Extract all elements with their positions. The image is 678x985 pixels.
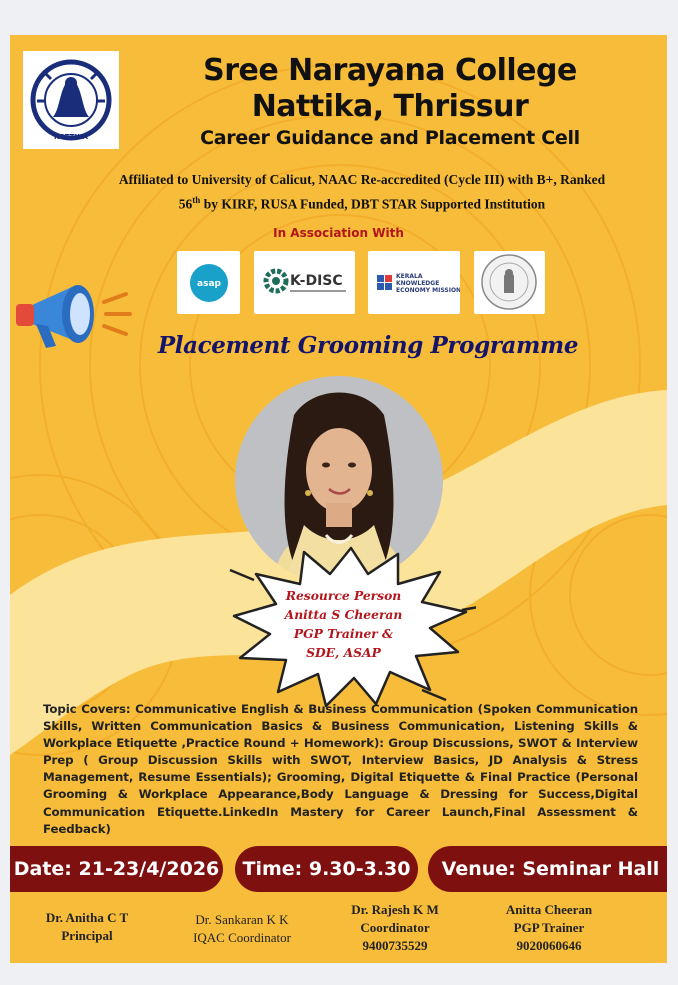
svg-text:K-DISC: K-DISC [290,273,343,289]
poster [10,35,667,963]
signatory-iqac [172,911,312,947]
signatory-trainer [484,901,614,955]
college-logo [23,51,119,149]
signatory-principal [22,909,152,945]
svg-text:asap: asap [197,279,221,289]
signatory-phone: 9020060646 [516,938,582,953]
signatory-title: PGP Trainer [513,920,585,935]
association-label: In Association With [273,226,404,240]
resource-role: Resource Person [285,588,402,603]
signatory-title: IQAC Coordinator [193,930,291,945]
signatory-name: Dr. Anitha C T [45,910,129,925]
partner-logo-kkem [368,251,460,314]
cell-name: Career Guidance and Placement Cell [200,127,580,149]
partner-logo-kdisc [254,251,355,314]
programme-title: Placement Grooming Programme [157,332,579,359]
venue-badge: Venue: Seminar Hall [428,846,667,892]
resource-designation-1: PGP Trainer & [293,626,394,641]
svg-text:ECONOMY MISSION: ECONOMY MISSION [396,287,460,294]
signatory-name: Anitta Cheeran [505,902,593,917]
resource-designation-2: SDE, ASAP [306,645,381,660]
topics-text: Topic Covers: Communicative English & Business Communication (Spoken Communication Skills, Written Communication Basics & Business Communication, Listening Skills & Workplace Etiquette ,Practice Round + Homework): Group Discussions, SWOT & Interview Prep ( Group Discussion Skills with SWOT, Interview Basics, JD Analysis & Stress Management, Resume Essentials); Grooming, Digital Etiquette & Final Practice (Personal Grooming & Workplace Appearance,Body Language & Dressing for Success,Digital Communication Etiquette.LinkedIn Mastery for Career Launch,Final Assessment & Feedback) [43,702,638,836]
svg-text:KNOWLEDGE: KNOWLEDGE [396,280,440,287]
time-badge: Time: 9.30-3.30 [235,846,418,892]
college-location: Nattika, Thrissur [251,89,529,124]
signatory-coordinator [330,901,460,955]
signatory-name: Dr. Sankaran K K [195,912,289,927]
svg-text:NATTIKA: NATTIKA [54,133,88,141]
svg-text:KERALA: KERALA [396,273,423,280]
signatory-title: Coordinator [360,920,430,935]
affiliation-text: Affiliated to University of Calicut, NAAC Re-accredited (Cycle III) with B+, Ranked 56th by KIRF, RUSA Funded, DBT STAR Supported Institution [118,172,606,212]
signatory-phone: 9400735529 [362,938,428,953]
college-name: Sree Narayana College [203,53,577,88]
partner-logo-dbt [474,251,545,314]
partner-logo-asap [177,251,240,314]
resource-name: Anitta S Cheeran [284,607,403,622]
date-badge: Date: 21-23/4/2026 [10,846,223,892]
signatory-name: Dr. Rajesh K M [351,902,439,917]
resource-person-text [246,586,441,662]
signatory-title: Principal [61,928,113,943]
